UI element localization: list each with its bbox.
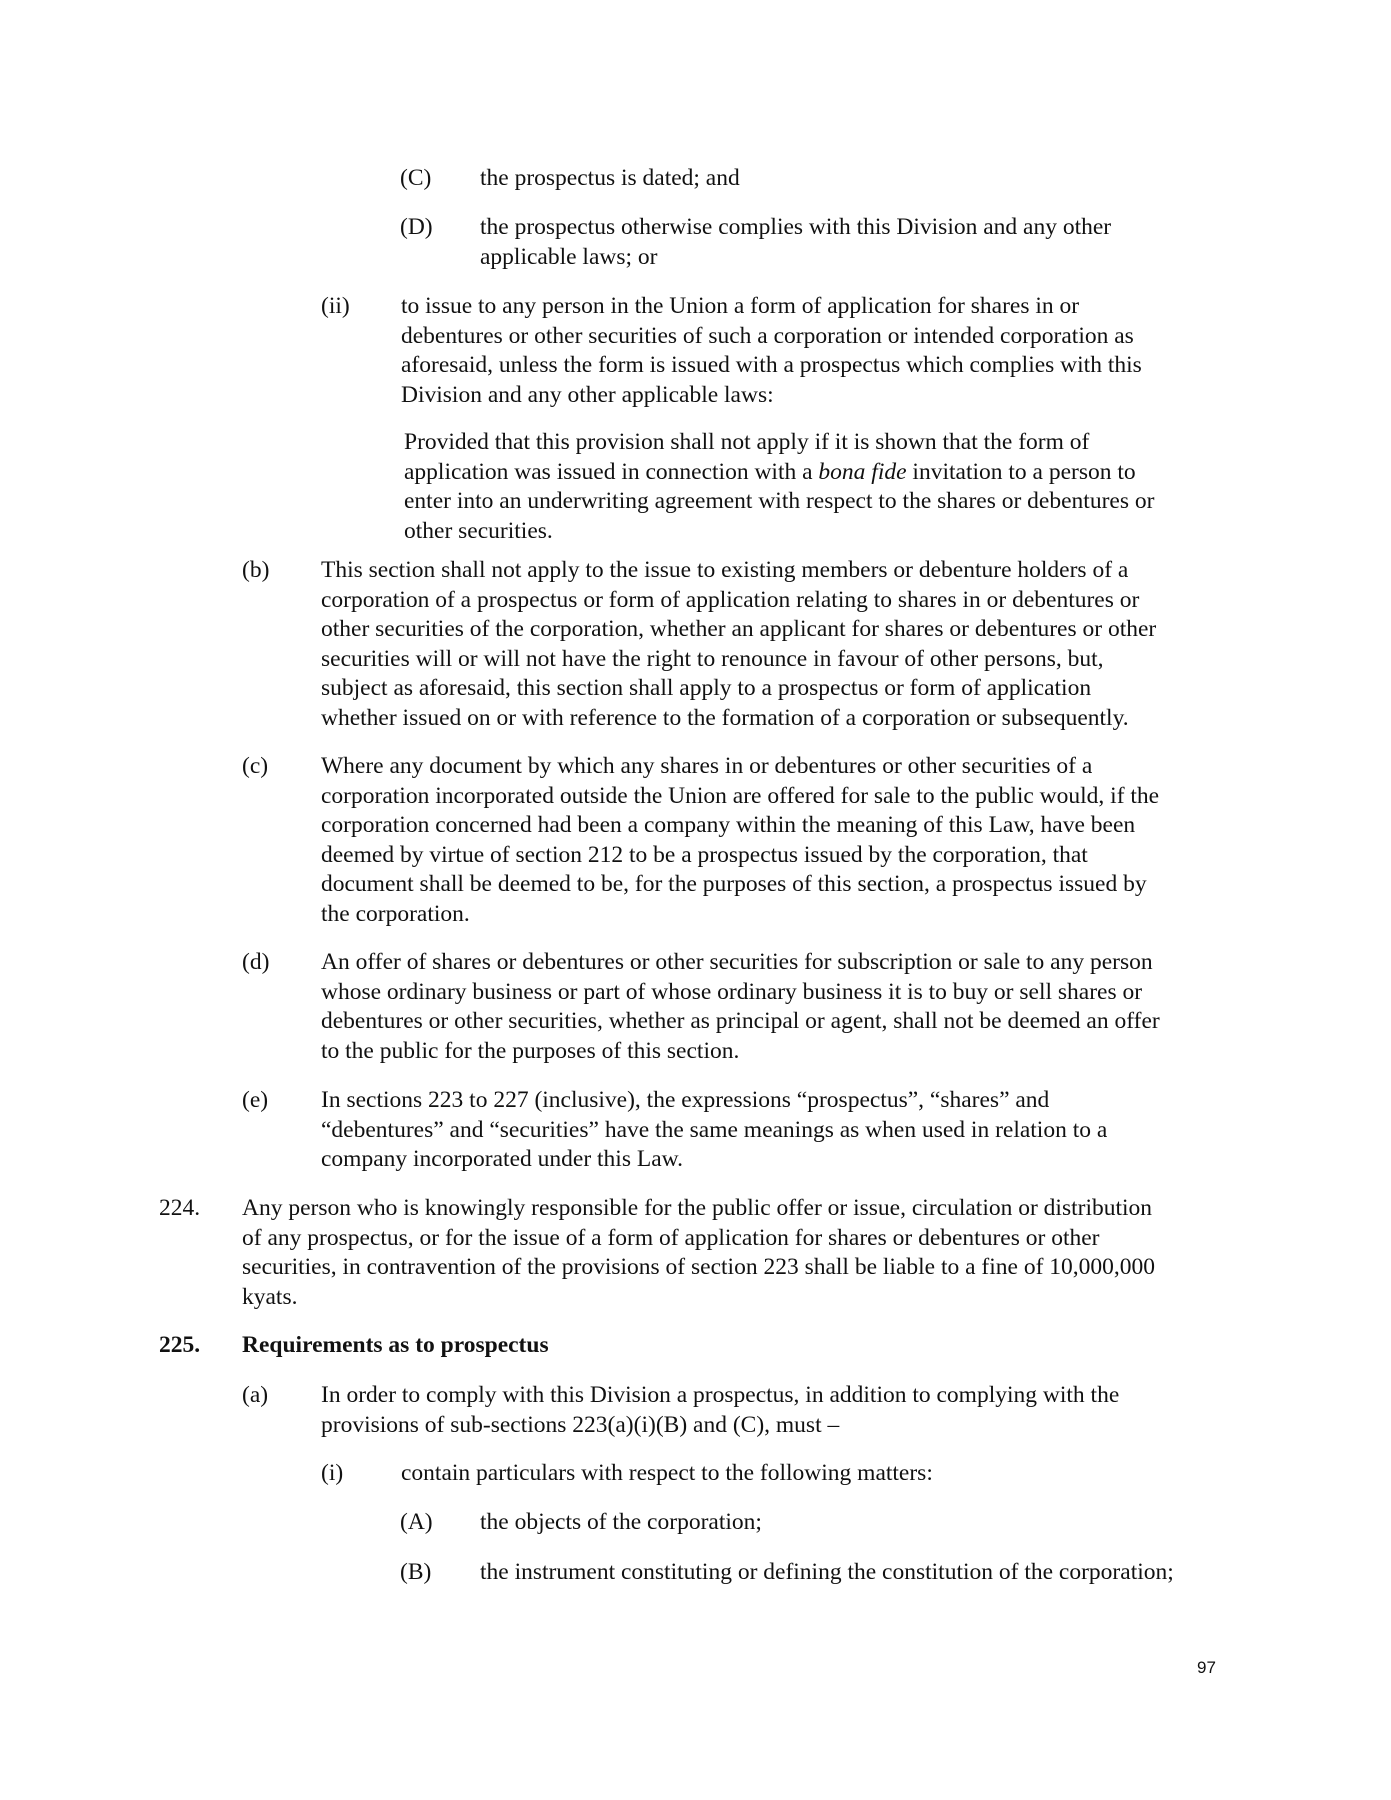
- text-line: Any person who is knowingly responsible for the public offer or issue, circulation or distribution: [242, 1195, 1153, 1221]
- provision-label: (D): [400, 214, 433, 240]
- text-line: applicable laws; or: [480, 243, 658, 270]
- text-line: contain particulars with respect to the following matters:: [401, 1460, 933, 1486]
- text-line: the corporation.: [321, 900, 470, 927]
- provision-label: 224.: [159, 1195, 201, 1221]
- provision-label: (e): [242, 1087, 269, 1113]
- text-line: aforesaid, unless the form is issued with a prospectus which complies with this: [401, 352, 1142, 378]
- text-line: the instrument constituting or defining the constitution of the corporation;: [480, 1559, 1174, 1585]
- text-line: subject as aforesaid, this section shall apply to a prospectus or form of application: [321, 675, 1092, 701]
- provision-text: [321, 948, 1160, 1066]
- provision-text: [321, 556, 1156, 733]
- text-line: This section shall not apply to the issue to existing members or debenture holders of a: [321, 557, 1129, 583]
- text-line: [404, 458, 1154, 488]
- provision-label: (b): [242, 557, 270, 583]
- provision-text: [480, 213, 1111, 272]
- section-heading: [242, 1331, 549, 1361]
- provision-label: (c): [242, 753, 269, 779]
- provision-label: (a): [242, 1382, 269, 1408]
- text-line: to issue to any person in the Union a form of application for shares in or: [401, 293, 1080, 319]
- text-line: other securities.: [404, 517, 553, 544]
- text-line: provisions of sub-sections 223(a)(i)(B) and (C), must –: [321, 1411, 840, 1438]
- text-line: to the public for the purposes of this section.: [321, 1037, 740, 1064]
- provision-label: (d): [242, 949, 270, 975]
- text-line: debentures or other securities, whether as principal or agent, shall not be deemed an offer: [321, 1008, 1160, 1034]
- text-line: the prospectus otherwise complies with this Division and any other: [480, 214, 1112, 240]
- text-segment: application was issued in connection with a: [404, 458, 819, 485]
- provision-label: (A): [400, 1509, 433, 1535]
- text-line: deemed by virtue of section 212 to be a prospectus issued by the corporation, that: [321, 841, 1088, 868]
- text-line: In sections 223 to 227 (inclusive), the expressions “prospectus”, “shares” and: [321, 1087, 1050, 1113]
- provision-label: (C): [400, 165, 432, 191]
- text-line: Provided that this provision shall not apply if it is shown that the form of: [404, 429, 1090, 455]
- provision-text: [321, 752, 1159, 929]
- text-line: corporation of a prospectus or form of application relating to shares in or debentures or: [321, 586, 1140, 613]
- provision-text: [480, 1508, 762, 1538]
- text-line: An offer of shares or debentures or other securities for subscription or sale to any person: [321, 949, 1153, 975]
- text-line: corporation incorporated outside the Union are offered for sale to the public would, if the: [321, 782, 1160, 809]
- provision-text: [242, 1194, 1155, 1312]
- provision-text: [404, 428, 1154, 546]
- text-line: document shall be deemed to be, for the purposes of this section, a prospectus issued by: [321, 871, 1147, 897]
- provision-label: (ii): [321, 293, 350, 319]
- text-line: Where any document by which any shares in or debentures or other securities of a: [321, 753, 1093, 779]
- text-segment: invitation to a person to: [906, 458, 1136, 485]
- provision-text: [321, 1381, 1119, 1440]
- text-line: enter into an underwriting agreement with respect to the shares or debentures or: [404, 488, 1155, 514]
- text-line: the objects of the corporation;: [480, 1509, 762, 1535]
- provision-text: [480, 1558, 1174, 1588]
- page-number: 97: [1197, 1658, 1216, 1677]
- text-line: securities, in contravention of the provisions of section 223 shall be liable to a fine of 10,000,000: [242, 1254, 1156, 1280]
- text-line: Requirements as to prospectus: [242, 1332, 549, 1358]
- text-line: kyats.: [242, 1283, 298, 1310]
- provision-text: [480, 164, 740, 194]
- provision-text: [401, 1459, 933, 1489]
- text-line: securities will or will not have the right to renounce in favour of other persons, but,: [321, 645, 1104, 672]
- provision-label: (B): [400, 1559, 432, 1585]
- text-line: company incorporated under this Law.: [321, 1146, 683, 1172]
- text-line: debentures or other securities of such a corporation or intended corporation as: [401, 322, 1134, 349]
- text-line: of any prospectus, or for the issue of a form of application for shares or debentures or other: [242, 1224, 1100, 1251]
- text-line: the prospectus is dated; and: [480, 165, 740, 191]
- provision-text: [321, 1086, 1107, 1175]
- text-line: In order to comply with this Division a prospectus, in addition to complying with the: [321, 1382, 1120, 1408]
- text-line: Division and any other applicable laws:: [401, 381, 774, 408]
- text-line: whose ordinary business or part of whose ordinary business it is to buy or sell shares or: [321, 978, 1143, 1005]
- text-line: “debentures” and “securities” have the same meanings as when used in relation to a: [321, 1116, 1108, 1143]
- text-line: whether issued on or with reference to the formation of a corporation or subsequently.: [321, 704, 1129, 731]
- text-line: other securities of the corporation, whether an applicant for shares or debentures or other: [321, 616, 1157, 642]
- provision-text: [401, 292, 1142, 410]
- provision-label: (i): [321, 1460, 344, 1486]
- provision-label: 225.: [159, 1332, 201, 1358]
- italic-text: bona fide: [818, 458, 907, 485]
- text-line: corporation concerned had been a company within the meaning of this Law, have been: [321, 812, 1136, 838]
